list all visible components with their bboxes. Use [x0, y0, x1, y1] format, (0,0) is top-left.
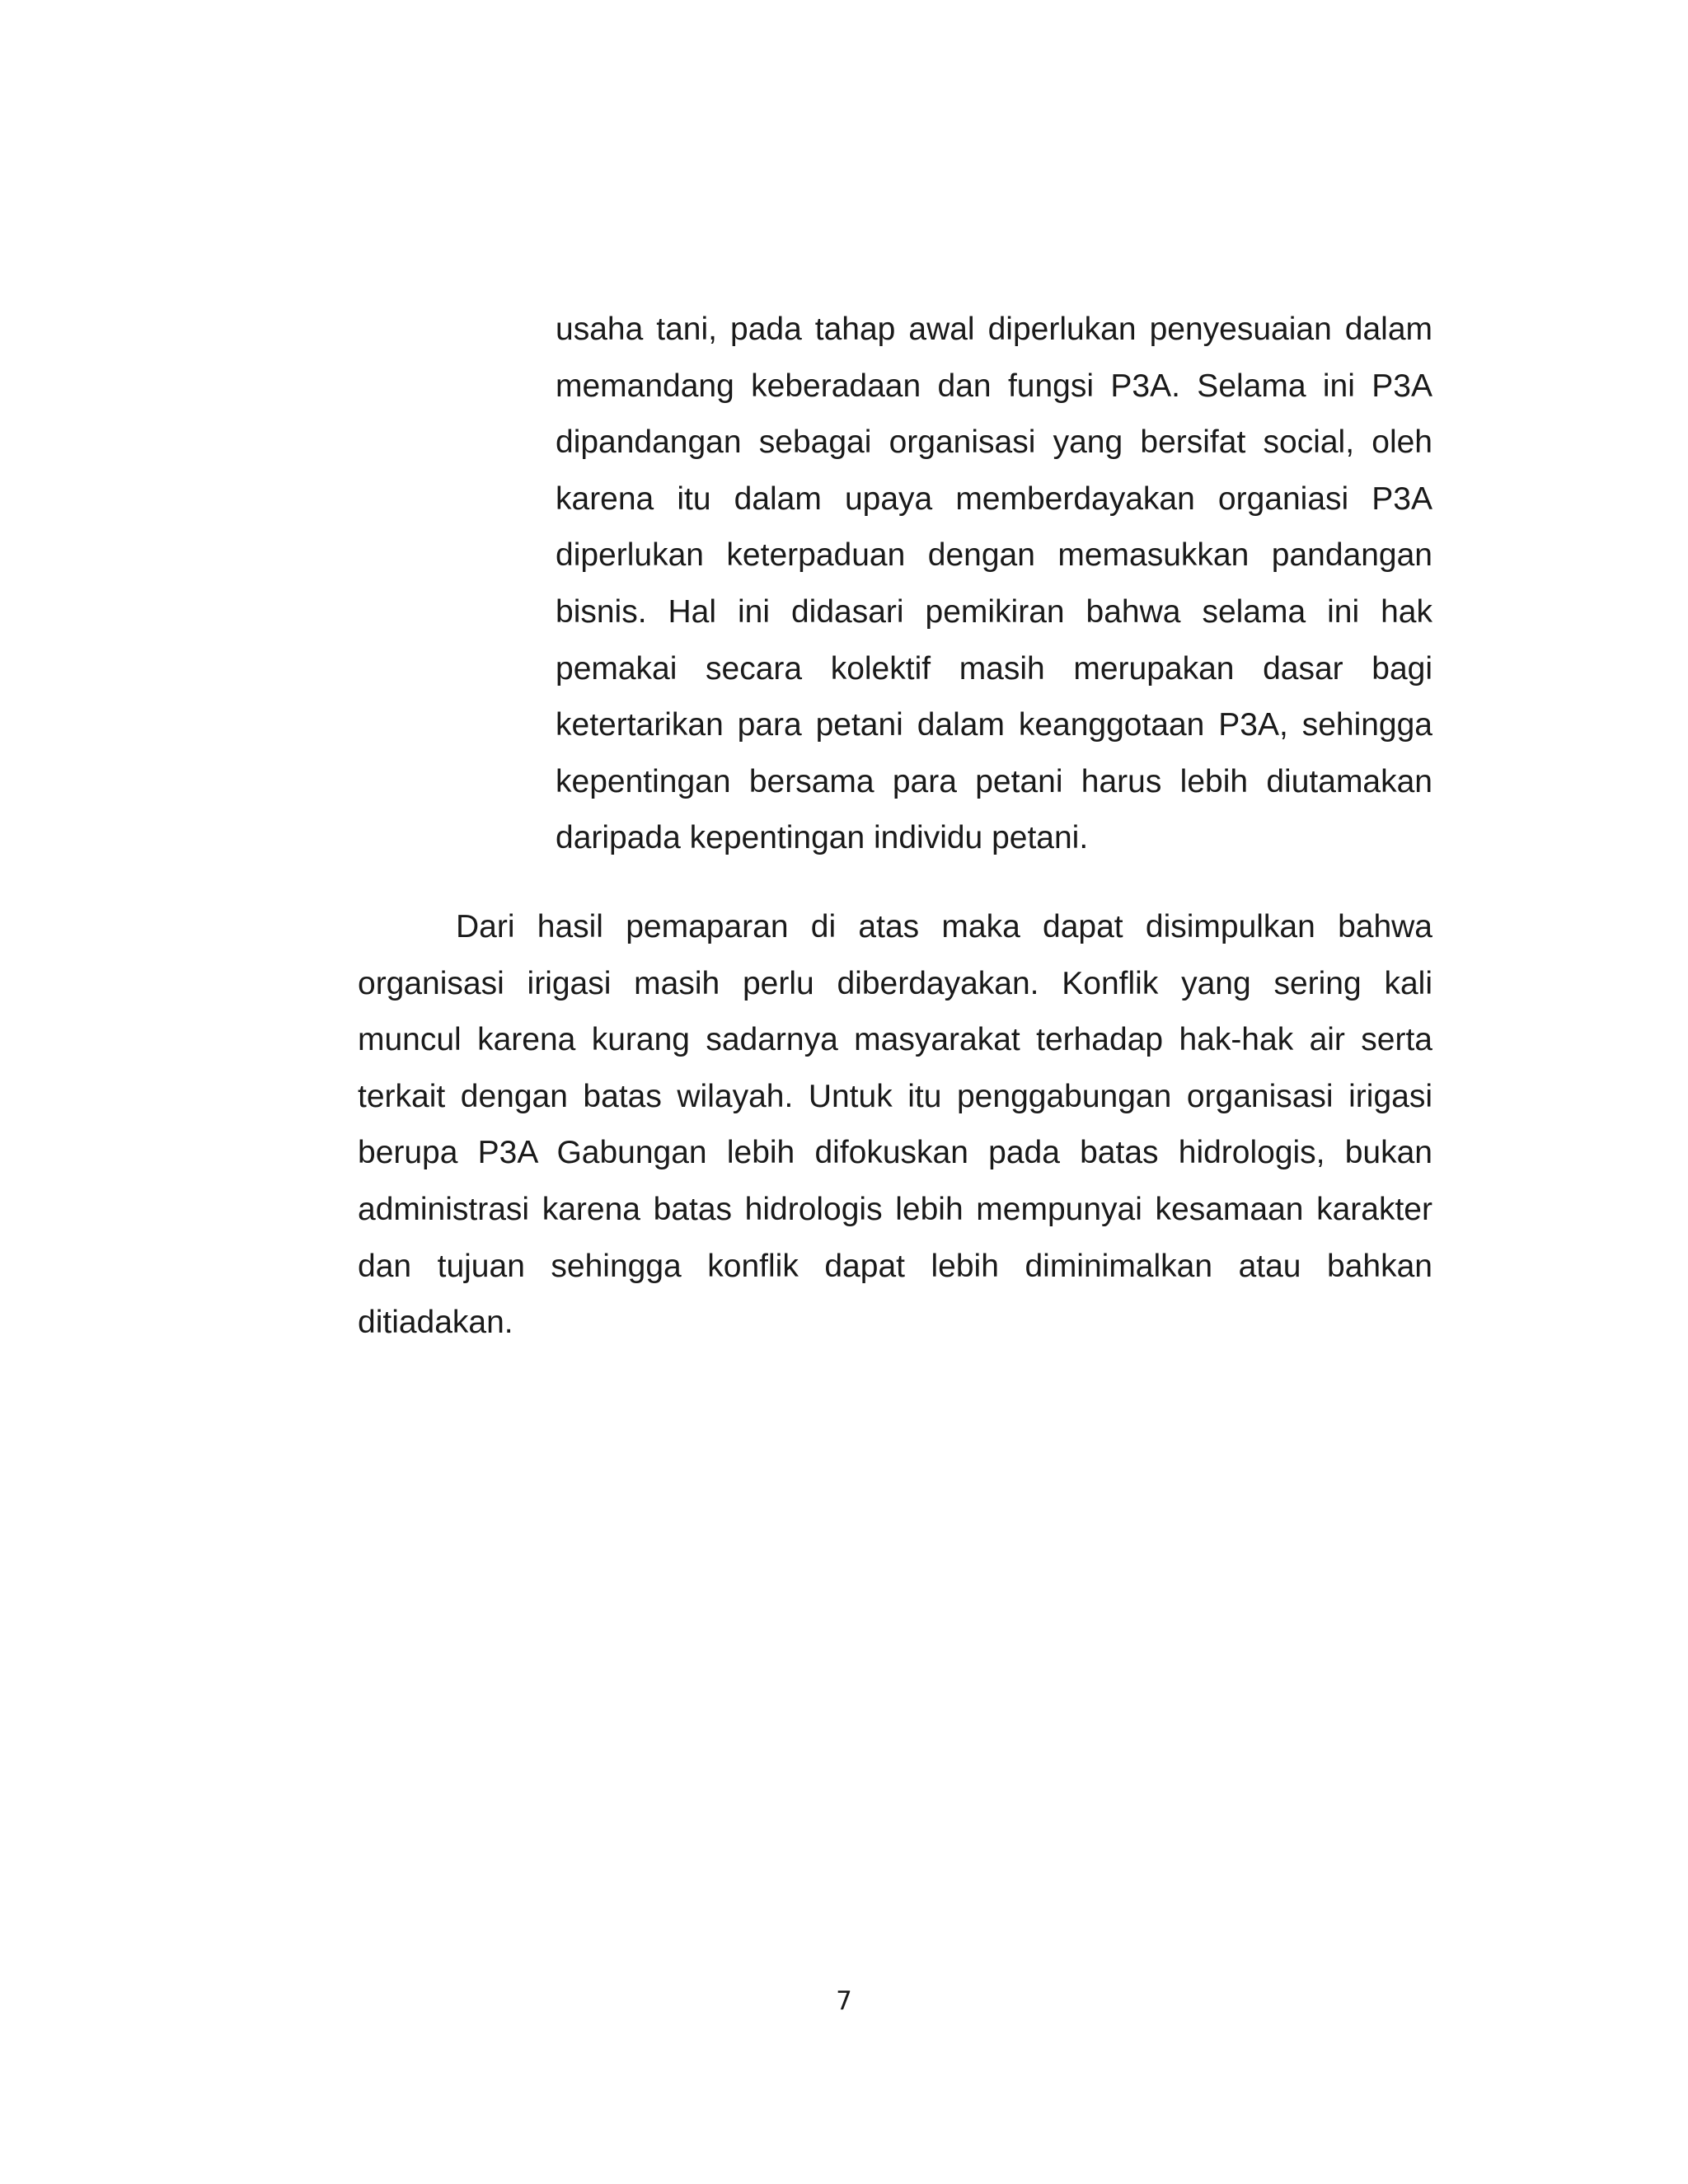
indented-paragraph: usaha tani, pada tahap awal diperlukan penyesuaian dalam memandang keberadaan dan fungsi P3A. Selama ini P3A dipandangan sebagai organisasi yang bersifat social, oleh karena itu dalam upaya memberdayakan organiasi P3A diperlukan keterpaduan dengan memasukkan pandangan bisnis. Hal ini didasari pemikiran bahwa selama ini hak pemakai secara kolektif masih merupakan dasar bagi ketertarikan para petani dalam keanggotaan P3A, sehingga kepentingan bersama para petani harus lebih diutamakan daripada kepentingan individu petani. — [556, 312, 1432, 856]
page-number: 7 — [836, 1986, 852, 2016]
conclusion-paragraph: Dari hasil pemaparan di atas maka dapat disimpulkan bahwa organisasi irigasi masih perlu diberdayakan. Konflik yang sering kali muncul karena kurang sadarnya masyarakat terhadap hak-hak air serta terkait dengan batas wilayah. Untuk itu penggabungan organisasi irigasi berupa P3A Gabungan lebih difokuskan pada batas hidrologis, bukan administrasi karena batas hidrologis lebih mempunyai kesamaan karakter dan tujuan sehingga konflik dapat lebih diminimalkan atau bahkan ditiadakan. — [358, 909, 1432, 1341]
